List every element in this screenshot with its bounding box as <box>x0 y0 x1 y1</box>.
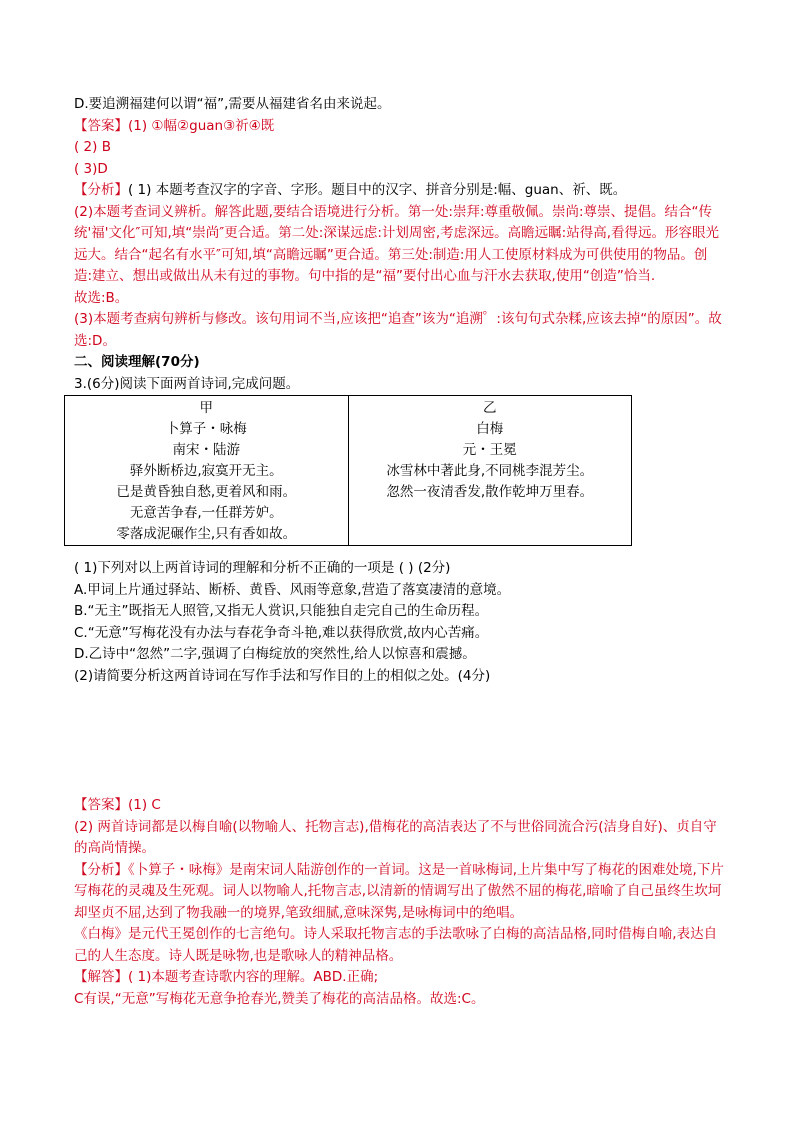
analysis-label: 【分析】 <box>74 182 128 198</box>
poem-a-label: 甲 <box>199 400 213 416</box>
poem-a-line: 驿外断桥边,寂寞开无主。 <box>129 463 283 479</box>
poem-b-author: 元・王冕 <box>462 442 517 458</box>
poem-a-title: 卜算子・咏梅 <box>165 421 247 437</box>
analysis2-part1 <box>74 860 724 925</box>
analysis2-part2: 《白梅》是元代王冕创作的七言绝句。诗人采取托物言志的手法歌咏了白梅的高洁品格,同时借梅自喻,表达自己的人生态度。诗人既是咏物,也是歌咏人的精神品格。 <box>74 926 718 964</box>
answer-label: 【答案】 <box>74 117 128 134</box>
answer-label: 【答案】 <box>74 797 128 813</box>
q3-sub1: ( 1)下列对以上两首诗词的理解和分析不正确的一项是 ( ) (2分) <box>74 560 451 576</box>
poem-b-line: 忽然一夜清香发,散作乾坤万里春。 <box>386 484 594 500</box>
answer2-text1: (1) C <box>128 797 161 813</box>
poem-a-line: 零落成泥碾作尘,只有香如故。 <box>116 526 297 542</box>
poem-a-line: 已是黄昏独自愁,更着风和雨。 <box>116 484 297 500</box>
poem-b-title: 白梅 <box>476 421 504 437</box>
section-title: 二、阅读理解(70分) <box>74 354 200 370</box>
q2-option-d: D.要追溯福建何以谓“福”,需要从福建省名由来说起。 <box>74 96 391 112</box>
solution-text1: ( 1)本题考查诗歌内容的理解。ABD.正确; <box>128 969 379 985</box>
analysis-label: 【分析】 <box>74 861 128 878</box>
poem-b-label: 乙 <box>483 400 497 416</box>
answer2-line2: (2) 两首诗词都是以梅自喻(以物喻人、托物言志),借梅花的高洁表达了不与世俗同流合污(洁身自好)、贞自守的高尚情操。 <box>74 818 717 856</box>
answer1-line2: ( 2) B <box>74 139 111 155</box>
analysis1-part2: (2)本题考查词义辨析。解答此题,要结合语境进行分析。第一处:崇拜:尊重敬佩。崇尚:尊崇、提倡。结合“传统'福'文化″可知,填“崇尚″更合适。第二处:深谋远虑:计划周密,考虑深远。高瞻远瞩:站得高,看得远。形容眼光远大。结合“起名有水平″可知,填“高瞻远瞩”更合适。第三处:制造:用人工使原材料成为可供使用的物品。创造:建立、想出或做出从未有过的事物。句中指的是“福”要付出心血与汗水去获取,使用“创造”恰当. <box>74 203 720 284</box>
poems-table <box>64 395 632 546</box>
poem-a-author: 南宋・陆游 <box>172 442 240 458</box>
q3-option-c: C.“无意”写梅花没有办法与春花争奇斗艳,难以获得欣赏,故内心苦痛。 <box>74 624 489 641</box>
analysis1-choice: 故选:B。 <box>74 289 129 306</box>
answer1-text1: (1) ①幅②guan③祈④既 <box>128 117 275 134</box>
q3-intro: 3.(6分)阅读下面两首诗词,完成问题。 <box>74 375 300 392</box>
poem-a-cell <box>65 396 349 546</box>
q3-option-a: A.甲词上片通过驿站、断桥、黄昏、风雨等意象,营造了落寞凄清的意境。 <box>74 581 511 598</box>
poem-b-line: 冰雪林中著此身,不同桃李混芳尘。 <box>386 463 594 479</box>
poem-b-cell <box>348 396 632 546</box>
document-page <box>74 94 724 1010</box>
q3-option-d: D.乙诗中“忽然”二字,强调了白梅绽放的突然性,给人以惊喜和震撼。 <box>74 646 476 662</box>
answer1-line3: ( 3)D <box>74 160 108 177</box>
q3-option-b: B.“无主”既指无人照管,又指无人赏识,只能独自走完自己的生命历程。 <box>74 603 489 619</box>
q3-sub2: (2)请简要分析这两首诗词在写作手法和写作目的上的相似之处。(4分) <box>74 667 491 684</box>
analysis1-text1: ( 1) 本题考查汉字的字音、字形。题目中的汉字、拼音分别是:幅、guan、祈、既。 <box>128 182 627 198</box>
solution-line2: C有误,“无意”写梅花无意争抢春光,赞美了梅花的高洁品格。故选:C。 <box>74 990 485 1007</box>
answer1-line1 <box>74 116 724 138</box>
solution-line1 <box>74 967 724 989</box>
solution-label: 【解答】 <box>74 969 128 985</box>
answer2-line1 <box>74 795 724 817</box>
analysis2-text1: 《卜算子・咏梅》是南宋词人陆游创作的一首词。这是一首咏梅词,上片集中写了梅花的困难处境,下片写梅花的灵魂及生死观。词人以物喻人,托物言志,以清新的情调写出了傲然不屈的梅花,暗喻了自己虽终生坎坷却坚贞不屈,达到了物我融一的境界,笔致细腻,意味深隽,是咏梅词中的绝唱。 <box>74 861 724 921</box>
poem-a-line: 无意苦争春,一任群芳妒。 <box>129 505 283 521</box>
analysis1-part1 <box>74 180 724 202</box>
analysis1-part3: (3)本题考查病句辨析与修改。该句用词不当,应该把“追查”该为“追溯゜:该句句式杂糅,应该去掉“的原因”。故选:D。 <box>74 311 722 349</box>
